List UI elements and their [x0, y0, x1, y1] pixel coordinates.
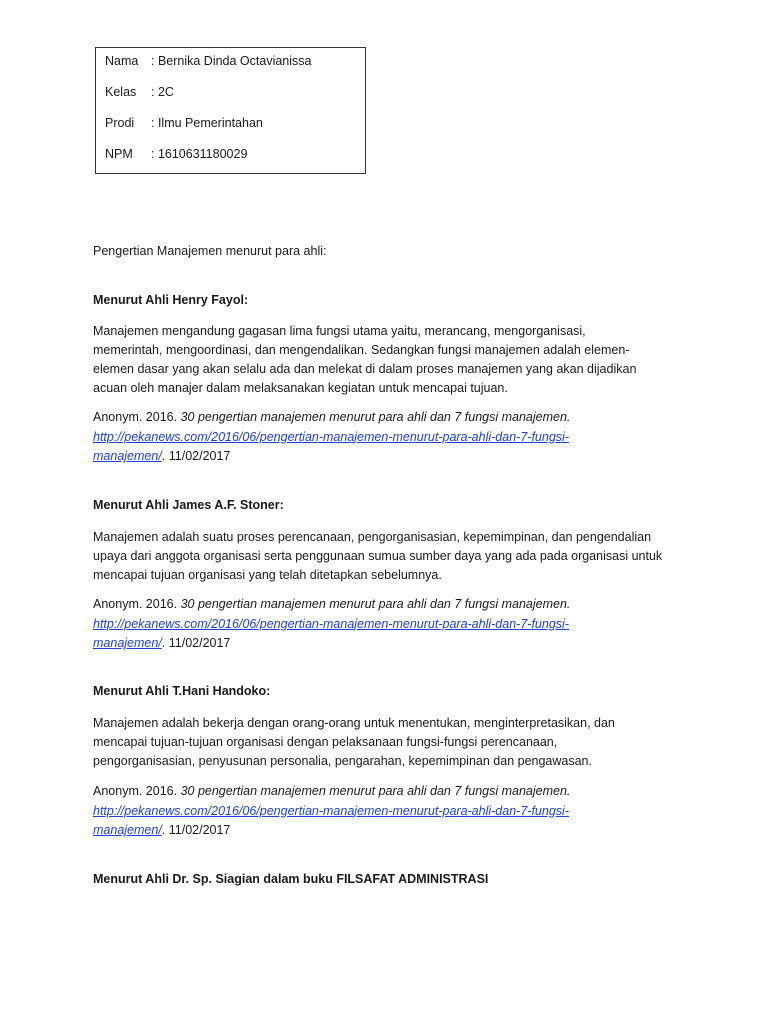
body-line: Manajemen adalah bekerja dengan orang-orang untuk menentukan, menginterpretasikan, dan: [93, 716, 615, 730]
section-body-handoko: [93, 714, 693, 771]
identity-row-npm: [105, 147, 247, 161]
identity-value: : Bernika Dinda Octavianissa: [151, 54, 312, 68]
body-line: Manajemen mengandung gagasan lima fungsi utama yaitu, merancang, mengorganisasi,: [93, 324, 586, 338]
identity-value: : Ilmu Pemerintahan: [151, 116, 263, 130]
body-line: upaya dari anggota organisasi serta penggunaan sumua sumber daya yang ada pada organisasi untuk: [93, 549, 663, 563]
section-body-fayol: [93, 322, 693, 398]
identity-row-kelas: [105, 85, 174, 99]
citation-stoner: [93, 595, 693, 654]
citation-link[interactable]: manajemen/: [93, 449, 162, 463]
citation-date: . 11/02/2017: [161, 823, 231, 837]
body-line: pengorganisasian, penyusunan personalia, pengarahan, kepemimpinan dan pengawasan.: [93, 754, 592, 768]
citation-title: 30 pengertian manajemen menurut para ahli dan 7 fungsi manajemen.: [180, 597, 571, 611]
citation-date: . 11/02/2017: [161, 636, 231, 650]
body-line: mencapai tujuan-tujuan organisasi dengan pelaksanaan fungsi-fungsi perencanaan,: [93, 735, 558, 749]
identity-label: NPM: [105, 147, 133, 161]
section-heading-siagian: Menurut Ahli Dr. Sp. Siagian dalam buku FILSAFAT ADMINISTRASI: [93, 872, 489, 886]
intro-text: Pengertian Manajemen menurut para ahli:: [93, 244, 327, 258]
section-body-stoner: [93, 528, 693, 585]
citation-link[interactable]: manajemen/: [93, 636, 162, 650]
section-heading-fayol: Menurut Ahli Henry Fayol:: [93, 293, 249, 307]
citation-prefix: Anonym. 2016.: [93, 784, 181, 798]
citation-fayol: [93, 408, 693, 467]
citation-prefix: Anonym. 2016.: [93, 597, 181, 611]
identity-label: Nama: [105, 54, 139, 68]
section-heading-handoko: Menurut Ahli T.Hani Handoko:: [93, 684, 271, 698]
body-line: acuan oleh manajer dalam melaksanakan kegiatan untuk mencapai tujuan.: [93, 381, 508, 395]
identity-value: : 2C: [151, 85, 174, 99]
citation-link[interactable]: http://pekanews.com/2016/06/pengertian-manajemen-menurut-para-ahli-dan-7-fungsi-: [93, 616, 569, 631]
identity-row-nama: [105, 54, 312, 68]
section-heading-stoner: Menurut Ahli James A.F. Stoner:: [93, 498, 284, 512]
identity-value: : 1610631180029: [151, 147, 248, 161]
identity-row-prodi: [105, 116, 263, 130]
citation-prefix: Anonym. 2016.: [93, 410, 181, 424]
citation-handoko: [93, 782, 693, 841]
citation-title: 30 pengertian manajemen menurut para ahli dan 7 fungsi manajemen.: [180, 410, 571, 424]
body-line: Manajemen adalah suatu proses perencanaan, pengorganisasian, kepemimpinan, dan pengendalian: [93, 530, 652, 544]
body-line: memerintah, mengoordinasi, dan mengendalikan. Sedangkan fungsi manajemen adalah elemen-: [93, 343, 630, 357]
citation-link[interactable]: manajemen/: [93, 823, 162, 837]
citation-date: . 11/02/2017: [161, 449, 231, 463]
body-line: mencapai tujuan organisasi yang telah ditetapkan sebelumnya.: [93, 568, 442, 582]
citation-link[interactable]: http://pekanews.com/2016/06/pengertian-manajemen-menurut-para-ahli-dan-7-fungsi-: [93, 803, 569, 818]
citation-link[interactable]: http://pekanews.com/2016/06/pengertian-manajemen-menurut-para-ahli-dan-7-fungsi-: [93, 429, 569, 444]
identity-box: [95, 47, 366, 174]
body-line: elemen dasar yang akan selalu ada dan melekat di dalam proses manajemen yang akan dijadikan: [93, 362, 637, 376]
identity-label: Prodi: [105, 116, 135, 130]
citation-title: 30 pengertian manajemen menurut para ahli dan 7 fungsi manajemen.: [180, 784, 571, 798]
identity-label: Kelas: [105, 85, 137, 99]
